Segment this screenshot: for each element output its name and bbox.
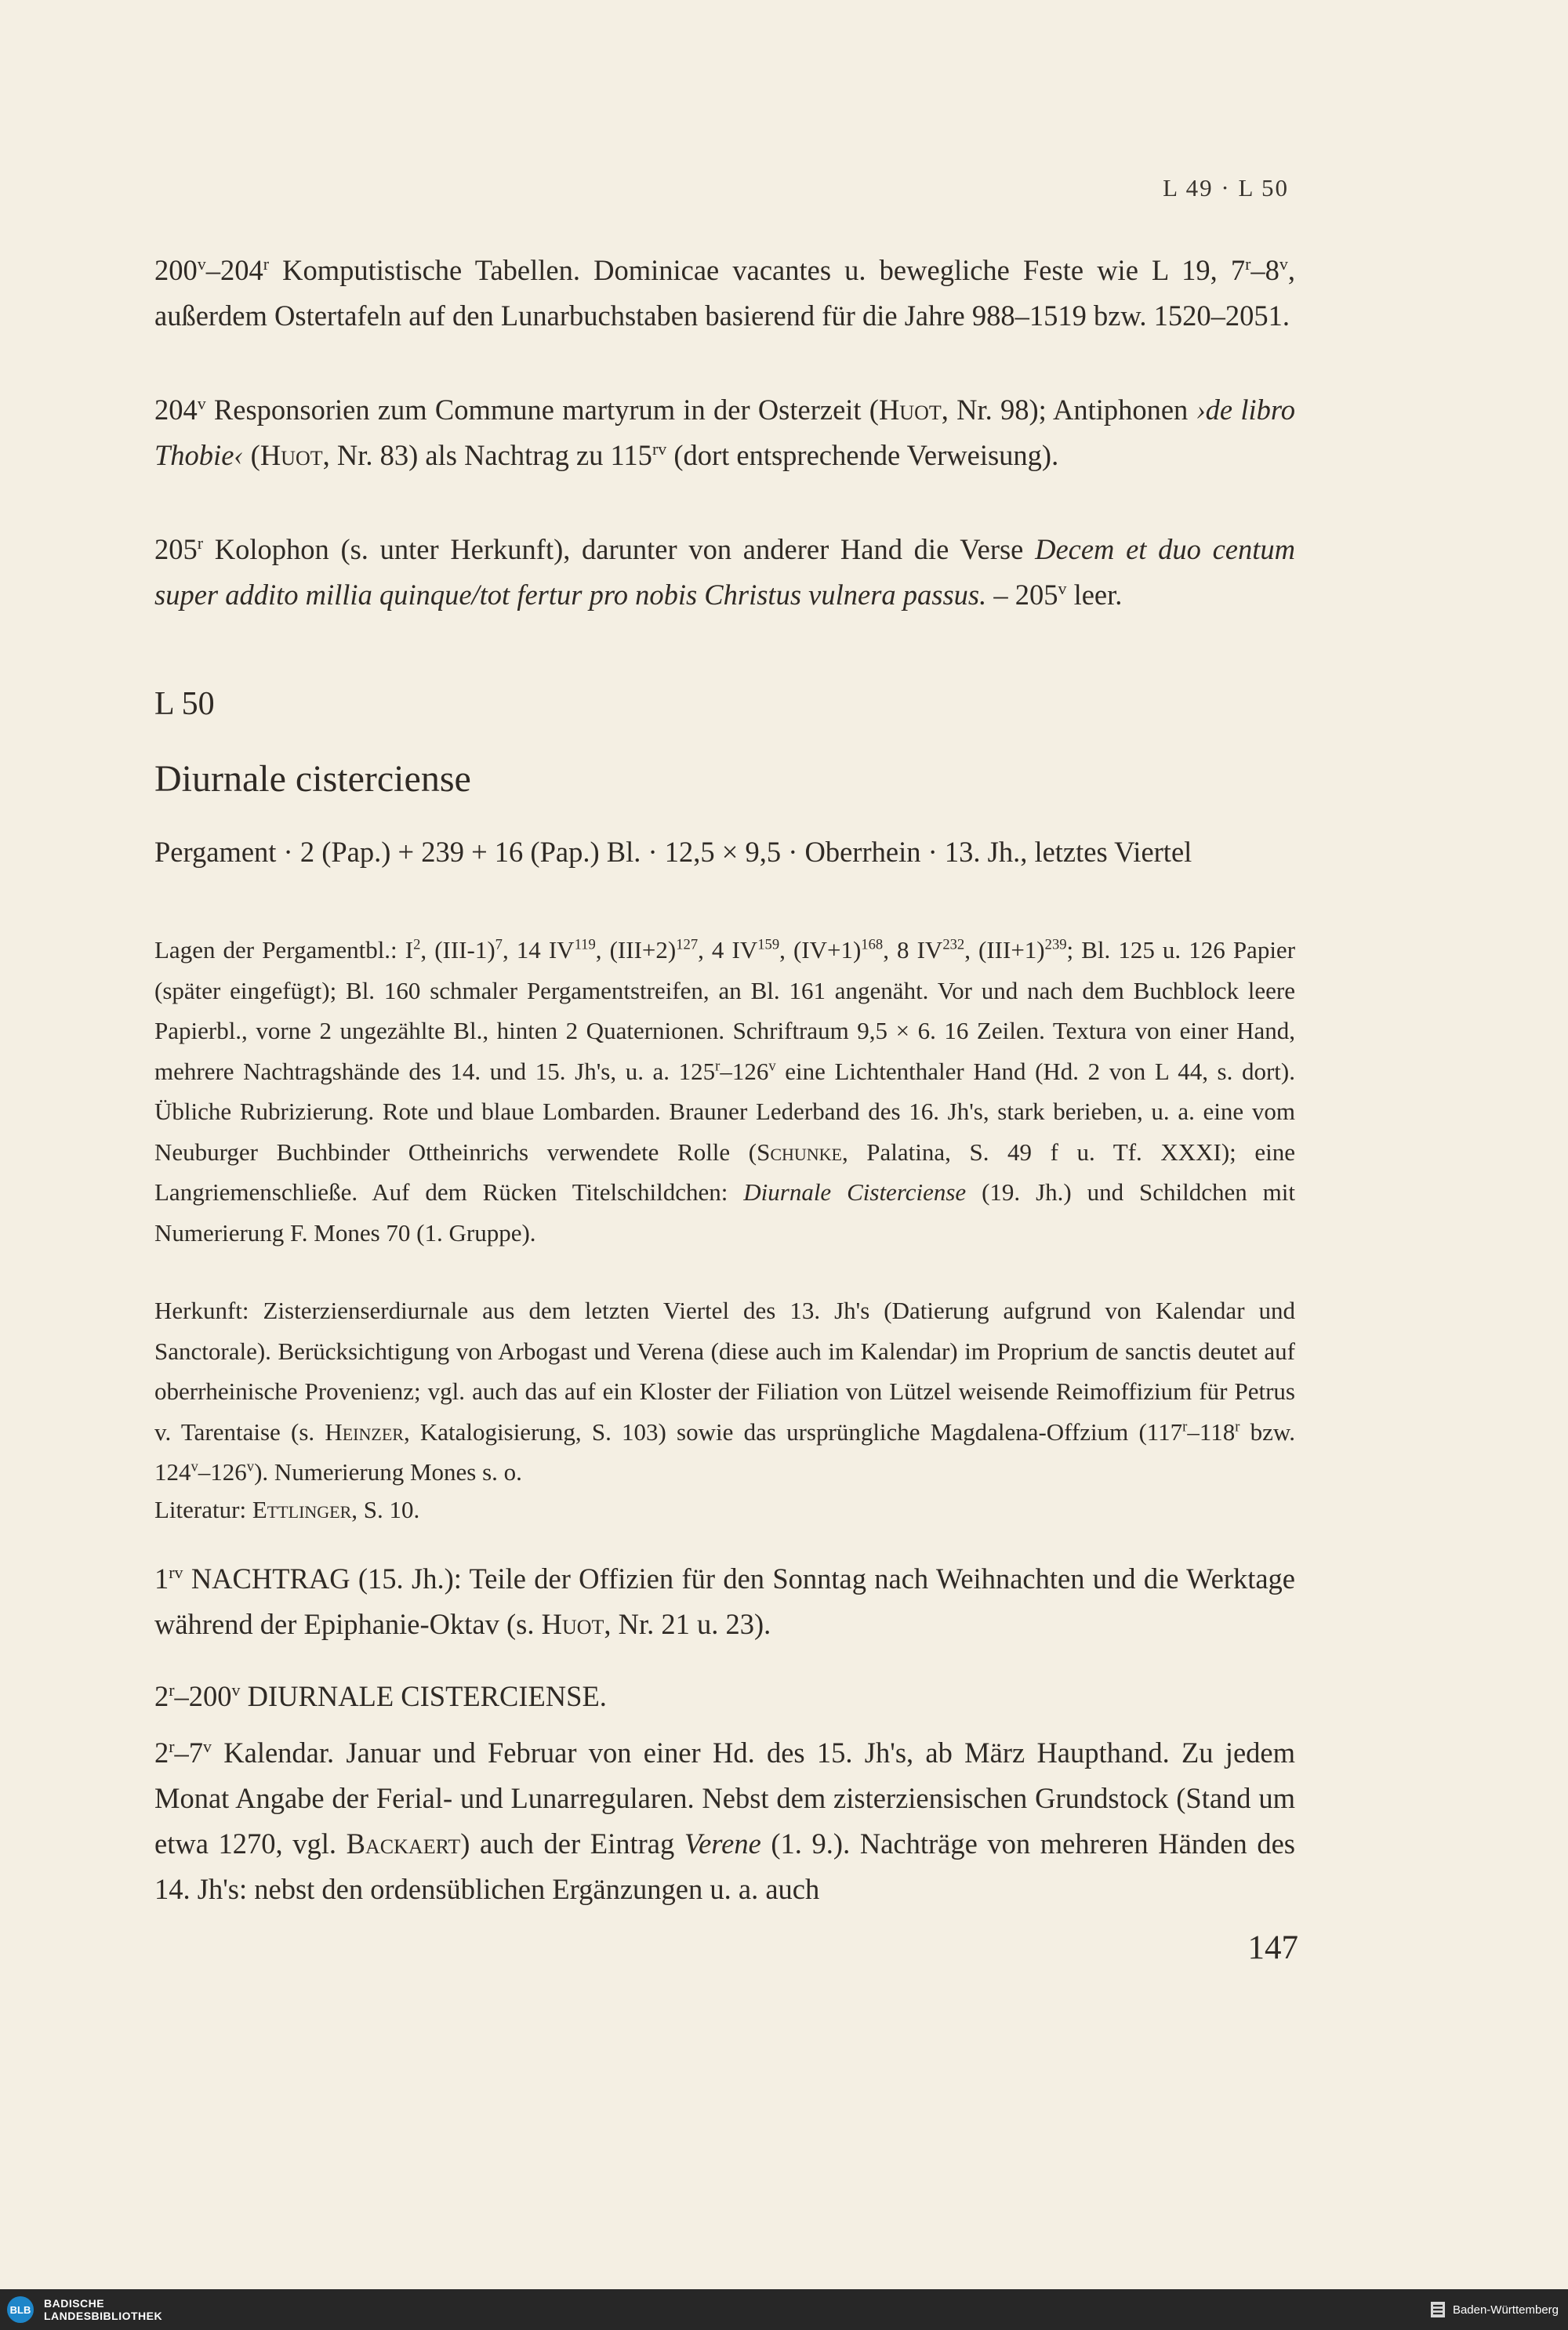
blb-name[interactable]: BADISCHE LANDESBIBLIOTHEK	[44, 2297, 163, 2322]
section-diurnale: 2$^r$–200$^v$ DIURNALE CISTERCIENSE.	[154, 1679, 607, 1712]
paragraph-komputistische: 200$^v$–204$^r$ Komputistische Tabellen. Dominicae vacantes u. bewegliche Feste wie L 19, 7$^r$–8$^v$, außerdem Ostertafeln auf den Lunarbuchstaben basierend für die Jahre 988–1519 bzw. 1520–2051.	[154, 253, 1295, 332]
paragraph-responsorien: 204$^v$ Responsorien zum Commune martyrum in der Osterzeit (Huot, Nr. 98); Antiphonen ›de libro Thobie‹ (Huot, Nr. 83) als Nachtrag zu $115^{rv}$ (dort entsprechende Verweisung).	[154, 393, 1295, 471]
entry-number: L 50	[154, 686, 215, 722]
running-head: L 49 · L 50	[1163, 174, 1289, 201]
baden-wuerttemberg-logo[interactable]: Baden-Württemberg	[1429, 2300, 1559, 2319]
blb-logo-icon[interactable]: BLB	[7, 2296, 34, 2323]
paragraph-kolophon: 205$^r$ Kolophon (s. unter Herkunft), darunter von anderer Hand die Verse Decem et duo centum super addito millia quinque/tot fertur pro nobis Christus vulnera passus. – 205$^v$ leer.	[154, 532, 1296, 611]
page-number: 147	[1247, 1929, 1298, 1966]
description-lagen: Lagen der Pergamentbl.: $I^2$, $(III-1)^7$, 14 IV$^{119}$, $(III+2)^{127}$, 4 IV$^{159}$, $(IV+1)^{168}$, 8 IV$^{232}$, $(III+1)^{239}$; Bl. 125 u. 126 Papier (später eingefügt); Bl. 160 schmaler Pergamentstreifen, an Bl. 161 angenäht. Vor und nach dem Buchblock leere Papierbl., vorne 2 ungezählte Bl., hinten 2 Quaternionen. Schriftraum 9,5 × 6. 16 Zeilen. Textura von einer Hand, mehrere Nachtragshände des 14. und 15. Jh's, u. a. 125$^r$–126$^v$ eine Lichtenthaler Hand (Hd. 2 von L 44, s. dort). Übliche Rubrizierung. Rote und blaue Lombarden. Brauner Lederband des 16. Jh's, stark berieben, u. a. eine vom Neuburger Buchbinder Ottheinrichs verwendete Rolle (Schunke, Palatina, S. 49 f u. Tf. XXXI); eine Langriemenschließe. Auf dem Rücken Titelschildchen: Diurnale Cisterciense (19. Jh.) und Schildchen mit Numerierung F. Mones 70 (1. Gruppe).	[154, 936, 1296, 1247]
entry-summary-line: Pergament · 2 (Pap.) + 239 + 16 (Pap.) Bl. · 12,5 × 9,5 · Oberrhein · 13. Jh., letztes Viertel	[154, 836, 1192, 868]
description-literatur: Literatur: Ettlinger, S. 10.	[154, 1496, 420, 1523]
footer-bar	[0, 2289, 1568, 2330]
section-kalendar: 2$^r$–7$^v$ Kalendar. Januar und Februar von einer Hd. des 15. Jh's, ab März Haupthand. Zu jedem Monat Angabe der Ferial- und Lunarregularen. Nebst dem zisterziensischen Grundstock (Stand um etwa 1270, vgl. Backaert) auch der Eintrag Verene (1. 9.). Nachträge von mehreren Händen des 14. Jh's: nebst den ordensüblichen Ergänzungen u. a. auch	[154, 1736, 1296, 1905]
entry-title: Diurnale cisterciense	[154, 758, 471, 800]
section-nachtrag: $1^{rv}$ NACHTRAG (15. Jh.): Teile der Offizien für den Sonntag nach Weihnachten und die Werktage während der Epiphanie-Oktav (s. Huot, Nr. 21 u. 23).	[154, 1562, 1295, 1640]
description-herkunft: Herkunft: Zisterzienserdiurnale aus dem letzten Viertel des 13. Jh's (Datierung aufgrund von Kalendar und Sanctorale). Berücksichtigung von Arbogast und Verena (diese auch im Kalendar) im Proprium de sanctis deutet auf oberrheinische Provenienz; vgl. auch das auf ein Kloster der Filiation von Lützel weisende Reimoffizium für Petrus v. Tarentaise (s. Heinzer, Katalogisierung, S. 103) sowie das ursprüngliche Magdalena-Offzium (117$^r$–118$^r$ bzw. 124$^v$–126$^v$). Numerierung Mones s. o.	[154, 1297, 1295, 1486]
coat-of-arms-icon	[1429, 2300, 1446, 2319]
